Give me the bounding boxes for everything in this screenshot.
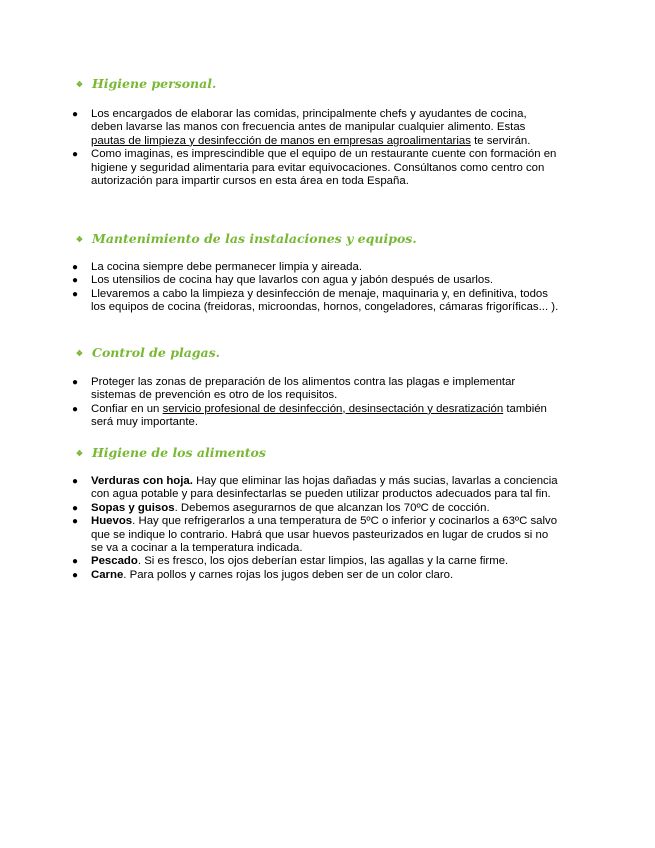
section-heading-text: Higiene personal. xyxy=(92,76,217,91)
section-heading-higiene-personal xyxy=(73,76,216,91)
item-text: Llevaremos a cabo la limpieza y desinfección de menaje, maquinaria y, en definitiva, todos los equipos de cocina (freidoras, microondas, hornos, congeladores, cámaras frigoríficas... ). xyxy=(91,287,559,314)
bold-term: Verduras con hoja. xyxy=(91,475,193,487)
diamond-bullet-icon: ❖ xyxy=(75,447,84,458)
bullet-icon: ● xyxy=(72,476,79,487)
section-heading-text: Control de plagas. xyxy=(92,345,221,360)
list-item xyxy=(0,376,561,403)
section-list xyxy=(0,261,655,315)
list-item xyxy=(0,274,561,287)
item-text: también será muy importante. xyxy=(91,402,547,429)
section-list xyxy=(0,108,655,188)
bold-term: Sopas y guisos xyxy=(91,501,175,514)
list-item xyxy=(0,475,561,502)
bullet-icon: ● xyxy=(72,275,79,287)
section-heading-text: Higiene de los alimentos xyxy=(92,445,266,460)
item-text: Los encargados de elaborar las comidas, principalmente chefs y ayudantes de cocina, deben lavarse las manos con frecuencia antes de manipular cualquier alimento. Estas xyxy=(91,108,527,134)
inline-link[interactable]: pautas de limpieza y desinfección de manos en empresas agroalimentarias xyxy=(91,134,471,147)
item-text: Proteger las zonas de preparación de los alimentos contra las plagas e implementar sistemas de prevención es otro de los requisitos. xyxy=(91,376,516,402)
list-item xyxy=(0,515,561,555)
diamond-bullet-icon: ❖ xyxy=(75,347,84,358)
list-item xyxy=(0,569,561,582)
bold-term: Huevos xyxy=(91,515,133,528)
bullet-icon: ● xyxy=(72,569,79,581)
section-heading-control-plagas xyxy=(73,345,220,360)
item-text: . Debemos asegurarnos de que alcanzan los 70ºC de cocción. xyxy=(174,501,490,514)
bullet-icon: ● xyxy=(72,403,79,415)
item-text: . Hay que refrigerarlos a una temperatura de 5ºC o inferior y cocinarlos a 63ºC salvo que se indique lo contrario. Habrá que usar huevos pasteurizados en lugar de crudos si no se va a cocinar a la temperatura indicada. xyxy=(91,515,558,555)
item-text: Como imaginas, es imprescindible que el equipo de un restaurante cuente con formación en higiene y seguridad alimentaria para evitar equivocaciones. Consúltanos como centro con autorización para impartir cursos en esta área en toda España. xyxy=(91,148,557,188)
item-text: Confiar en un xyxy=(91,402,163,415)
list-item xyxy=(0,148,561,188)
bold-term: Pescado xyxy=(91,555,138,568)
section-heading-mantenimiento xyxy=(73,231,417,246)
bullet-icon: ● xyxy=(72,149,79,161)
section-list xyxy=(0,376,655,430)
bullet-icon: ● xyxy=(72,556,79,568)
item-text: . Para pollos y carnes rojas los jugos deben ser de un color claro. xyxy=(123,568,454,581)
list-item xyxy=(0,288,561,315)
list-item xyxy=(0,261,561,274)
item-text: . Si es fresco, los ojos deberían estar limpios, las agallas y la carne firme. xyxy=(137,555,509,568)
list-item xyxy=(0,108,561,148)
section-heading-text: Mantenimiento de las instalaciones y equipos. xyxy=(92,231,417,246)
diamond-bullet-icon: ❖ xyxy=(75,233,84,244)
inline-link[interactable]: servicio profesional de desinfección, desinsectación y desratización xyxy=(162,402,504,415)
item-text: te servirán. xyxy=(470,134,531,147)
item-text: Los utensilios de cocina hay que lavarlos con agua y jabón después de usarlos. xyxy=(91,274,494,287)
bullet-icon: ● xyxy=(72,288,79,300)
bullet-icon: ● xyxy=(72,516,79,528)
bullet-icon: ● xyxy=(72,109,79,120)
bold-term: Carne xyxy=(91,568,124,581)
bullet-icon: ● xyxy=(72,502,79,514)
section-heading-higiene-alimentos xyxy=(73,445,266,460)
item-text: Hay que eliminar las hojas dañadas y más sucias, lavarlas a conciencia con agua potable y para desinfectarlas se pueden utilizar productos adecuados para tal fin. xyxy=(91,475,558,501)
bullet-icon: ● xyxy=(72,377,79,388)
list-item xyxy=(0,502,561,515)
item-text: La cocina siempre debe permanecer limpia y aireada. xyxy=(91,261,362,273)
list-item xyxy=(0,555,561,568)
bullet-icon: ● xyxy=(72,262,79,273)
section-list xyxy=(0,475,655,582)
diamond-bullet-icon: ❖ xyxy=(75,78,84,89)
list-item xyxy=(0,403,561,430)
